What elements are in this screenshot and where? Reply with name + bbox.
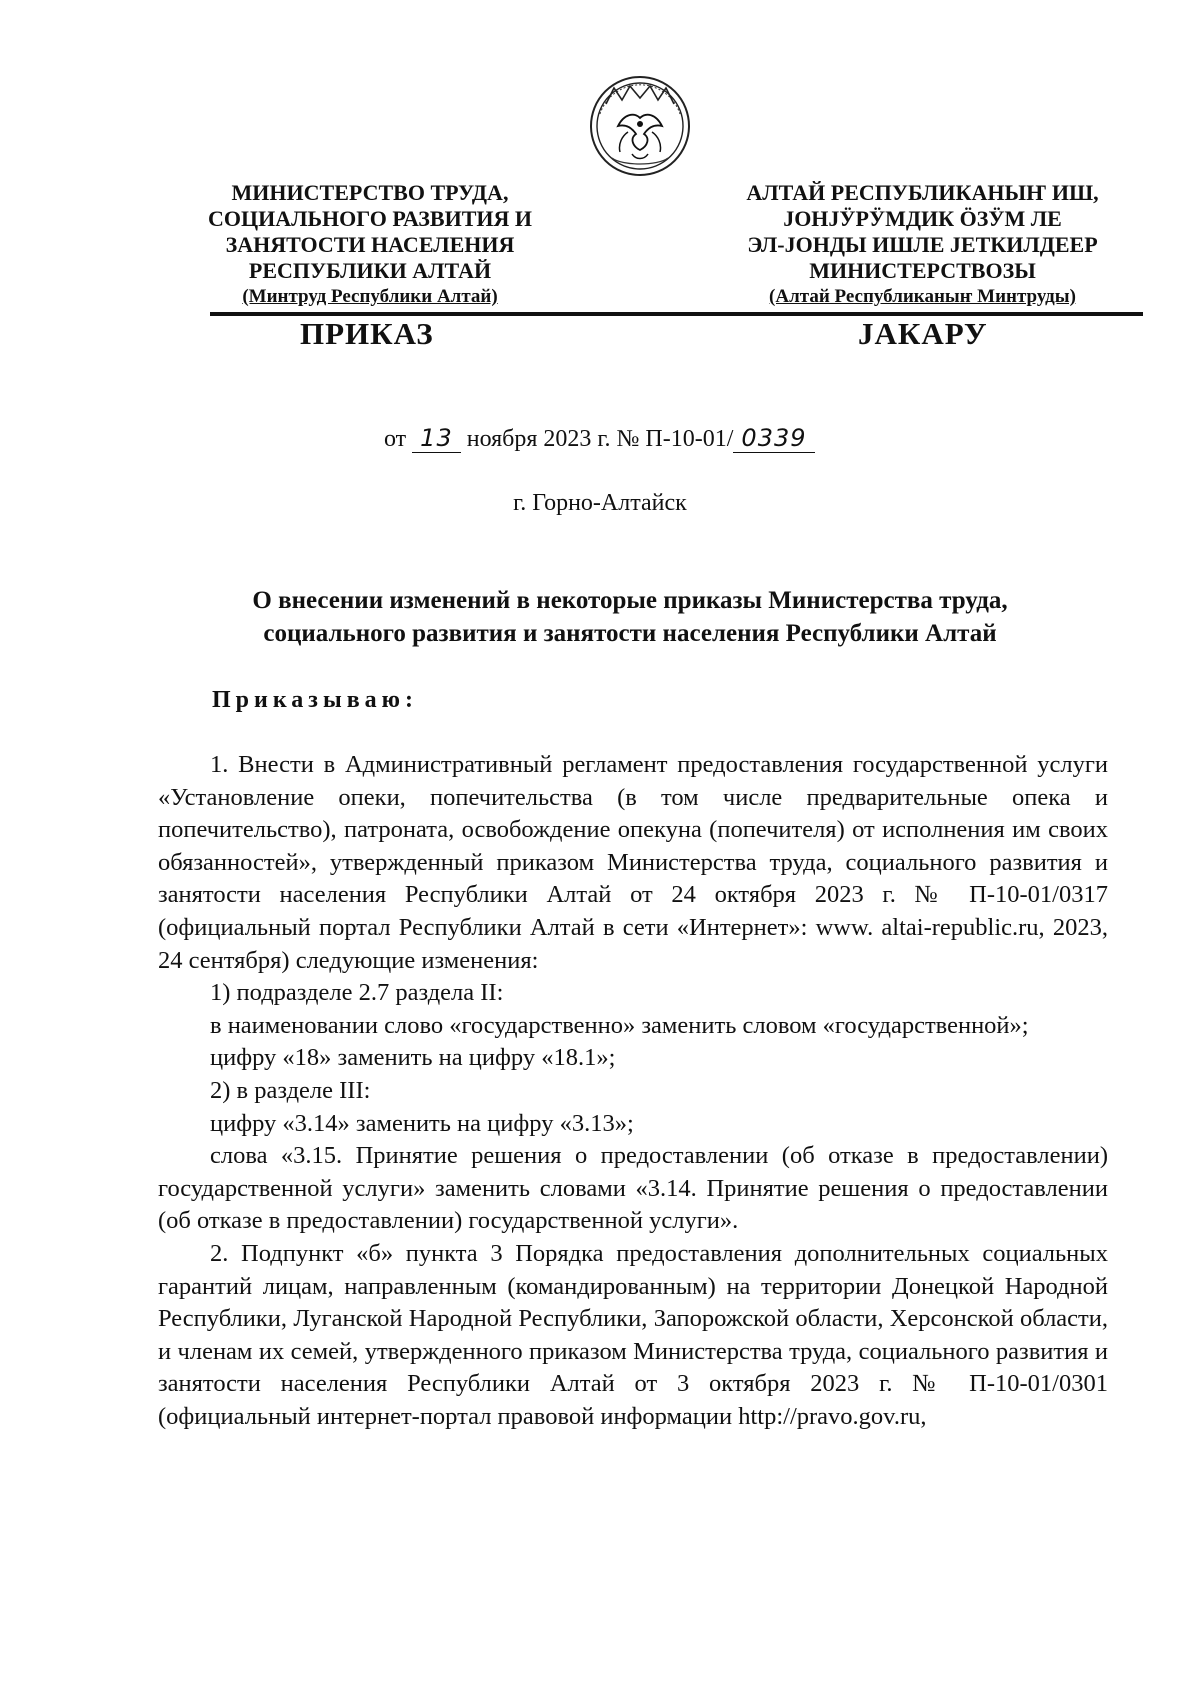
coat-of-arms-icon bbox=[588, 74, 692, 178]
order-word: Приказываю: bbox=[212, 687, 418, 713]
paragraph: 2. Подпункт «б» пункта 3 Порядка предоставления дополнительных социальных гарантий лицам, направленным (командированным) на территории Донецкой Народной Республики, Луганской Народной Республики, Запорожской области, Херсонской области, и членам их семей, утвержденного приказом Министерства труда, социального развития и занятости населения Республики Алтай от 3 октября 2023 г. № П-10-01/0301 (официальный интернет-портал правовой информации http://pravo.gov.ru, bbox=[158, 1239, 1108, 1430]
ministry-name-line: МИНИСТЕРСТВО ТРУДА, bbox=[231, 180, 509, 205]
paragraph: 2) в разделе III: bbox=[210, 1076, 371, 1104]
paragraph: цифру «18» заменить на цифру «18.1»; bbox=[210, 1044, 616, 1072]
ministry-name-line: ЈОНЈӰРӰМДИК ӦЗӰМ ЛЕ bbox=[783, 206, 1062, 231]
title-line: О внесении изменений в некоторые приказы Министерства труда, bbox=[252, 587, 1008, 614]
ministry-name-line: РЕСПУБЛИКИ АЛТАЙ bbox=[248, 258, 492, 283]
ministry-name-alt bbox=[700, 180, 1145, 310]
title-line: социального развития и занятости населения Республики Алтай bbox=[263, 620, 997, 647]
date-month-number: ноября 2023 г. № П-10-01/ bbox=[466, 426, 734, 452]
ministry-name-line: АЛТАЙ РЕСПУБЛИКАНЫҤ ИШ, bbox=[746, 180, 1099, 205]
ministry-name-line: ЭЛ-ЈОНДЫ ИШЛЕ ЈЕТКИЛДЕЕР bbox=[747, 232, 1098, 257]
city: г. Горно-Алтайск bbox=[513, 490, 687, 516]
handwritten-order-number: 0339 bbox=[733, 424, 814, 453]
document-title bbox=[180, 584, 1080, 650]
ministry-name-ru bbox=[170, 180, 570, 310]
paragraph: 1) подразделе 2.7 раздела II: bbox=[210, 979, 504, 1007]
ministry-name-line: МИНИСТЕРСТВОЗЫ bbox=[809, 258, 1036, 283]
order-date-number bbox=[384, 424, 944, 453]
doc-kind-alt: ЈАКАРУ bbox=[858, 316, 988, 351]
ministry-name-line: СОЦИАЛЬНОГО РАЗВИТИЯ И bbox=[208, 206, 532, 231]
ministry-abbr-ru: (Минтруд Республики Алтай) bbox=[242, 286, 498, 307]
doc-kind-ru: ПРИКАЗ bbox=[300, 316, 434, 351]
paragraph: в наименовании слово «государственно» заменить словом «государственной»; bbox=[210, 1011, 1029, 1039]
paragraph: слова «3.15. Принятие решения о предоставлении (об отказе в предоставлении) государственной услуги» заменить словами «3.14. Принятие решения о предоставлении (об отказе в предоставлении) государственной услуги». bbox=[158, 1142, 1108, 1235]
ministry-abbr-alt: (Алтай Республиканыҥ Минтруды) bbox=[769, 286, 1076, 307]
paragraph: 1. Внести в Административный регламент предоставления государственной услуги «Установление опеки, попечительства (в том числе предварительные опека и попечительство), патроната, освобождение опекуна (попечителя) от исполнения им своих обязанностей», утвержденный приказом Министерства труда, социального развития и занятости населения Республики Алтай от 24 октября 2023 г. № П-10-01/0317 (официальный портал Республики Алтай в сети «Интернет»: www. altai-republic.ru, 2023, 24 сентября) следующие изменения: bbox=[158, 751, 1108, 974]
handwritten-day: 13 bbox=[412, 424, 461, 453]
date-prefix: от bbox=[384, 426, 407, 452]
ministry-name-line: ЗАНЯТОСТИ НАСЕЛЕНИЯ bbox=[225, 232, 515, 257]
document-body bbox=[158, 749, 1108, 1433]
paragraph: цифру «3.14» заменить на цифру «3.13»; bbox=[210, 1109, 634, 1137]
